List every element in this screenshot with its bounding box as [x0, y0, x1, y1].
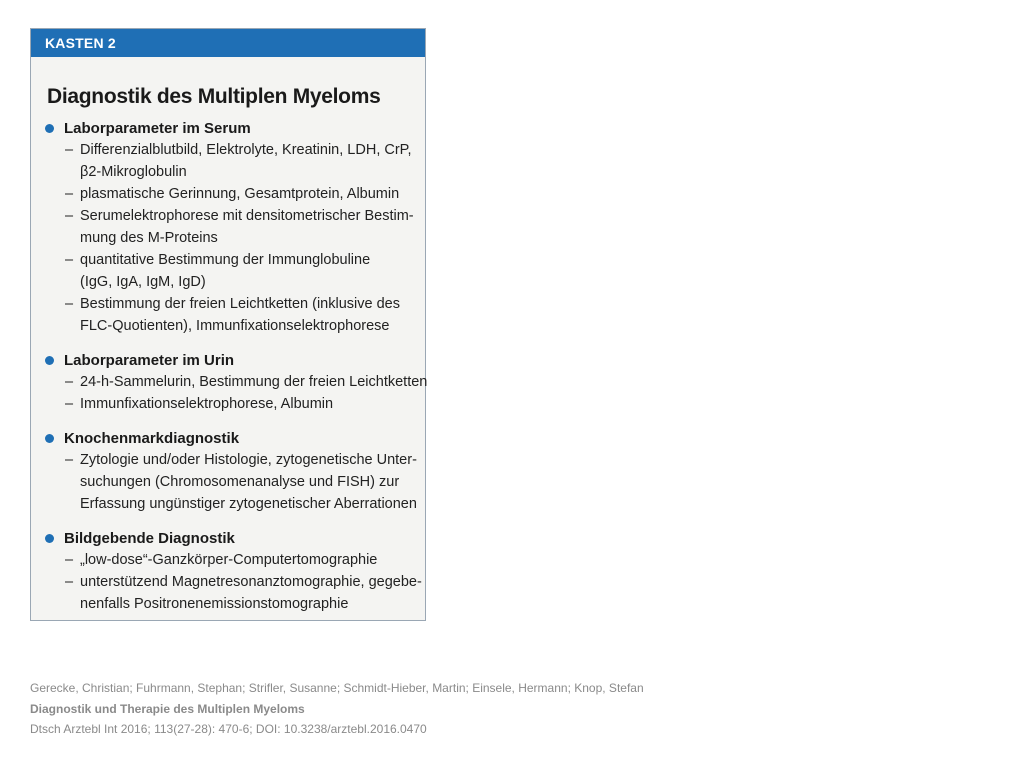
list-item-text — [80, 205, 414, 249]
citation — [30, 678, 644, 740]
dash-icon: – — [65, 208, 74, 224]
bullet-icon — [45, 534, 54, 543]
list-item-line: nenfalls Positronenemissionstomographie — [80, 596, 349, 612]
list-item — [65, 449, 425, 515]
section-heading — [45, 527, 425, 549]
list-item-text — [80, 183, 399, 205]
list-item-line: β2-Mikroglobulin — [80, 164, 187, 180]
citation-authors: Gerecke, Christian; Fuhrmann, Stephan; Strifler, Susanne; Schmidt-Hieber, Martin; Einsele, Hermann; Knop, Stefan — [30, 681, 644, 695]
section-list — [45, 117, 428, 615]
box-header-label: KASTEN 2 — [45, 35, 116, 51]
list-item-line: plasmatische Gerinnung, Gesamtprotein, Albumin — [80, 186, 400, 202]
list-item-line: mung des M-Proteins — [80, 230, 218, 246]
list-item-line: „low-dose“-Ganzkörper-Computertomographie — [80, 552, 378, 568]
bullet-icon — [45, 434, 54, 443]
list-item-text — [80, 549, 377, 571]
info-box — [30, 28, 426, 621]
list-item — [65, 371, 428, 393]
list-item — [65, 139, 425, 183]
section-label: Knochenmarkdiagnostik — [64, 429, 240, 447]
list-item-line: Immunfixationselektrophorese, Albumin — [80, 396, 334, 412]
list-item-line: suchungen (Chromosomenanalyse und FISH) zur — [80, 474, 400, 490]
list-item-line: Erfassung ungünstiger zytogenetischer Aberrationen — [80, 496, 417, 512]
dash-icon: – — [65, 574, 74, 590]
section-heading — [45, 349, 425, 371]
list-item-text — [80, 293, 400, 337]
dash-icon: – — [65, 374, 74, 390]
list-item-text — [80, 139, 412, 183]
dash-icon: – — [65, 296, 74, 312]
box-header — [31, 29, 425, 57]
list-item-line: 24-h-Sammelurin, Bestimmung der freien Leichtketten — [80, 374, 428, 390]
section-label: Laborparameter im Serum — [64, 119, 251, 137]
list-item — [65, 205, 425, 249]
list-item-line: FLC-Quotienten), Immunfixationselektrophorese — [80, 318, 390, 334]
list-item-text — [80, 571, 422, 615]
section-label: Laborparameter im Urin — [64, 351, 235, 369]
bullet-icon — [45, 124, 54, 133]
dash-icon: – — [65, 396, 74, 412]
list-item — [65, 249, 425, 293]
citation-title: Diagnostik und Therapie des Multiplen Myeloms — [30, 701, 305, 716]
list-item-line: unterstützend Magnetresonanztomographie, gegebe- — [80, 574, 422, 590]
list-item — [65, 393, 425, 415]
citation-reference: Dtsch Arztebl Int 2016; 113(27-28): 470-6; DOI: 10.3238/arztebl.2016.0470 — [30, 722, 427, 736]
list-item-text — [80, 449, 417, 515]
section-heading — [45, 117, 425, 139]
dash-icon: – — [65, 186, 74, 202]
section — [45, 117, 425, 337]
list-item-line: Zytologie und/oder Histologie, zytogenetische Unter- — [80, 452, 417, 468]
list-item-text — [80, 371, 427, 393]
section-heading — [45, 427, 425, 449]
bullet-icon — [45, 356, 54, 365]
list-item-line: Bestimmung der freien Leichtketten (inklusive des — [80, 296, 400, 312]
list-item-text — [80, 249, 370, 293]
section-label: Bildgebende Diagnostik — [64, 529, 235, 547]
list-item — [65, 549, 425, 571]
box-title: Diagnostik des Multiplen Myeloms — [47, 85, 381, 108]
list-item-line: Differenzialblutbild, Elektrolyte, Kreatinin, LDH, CrP, — [80, 142, 412, 158]
list-item-line: quantitative Bestimmung der Immunglobuline — [80, 252, 371, 268]
list-item-text — [80, 393, 333, 415]
dash-icon: – — [65, 142, 74, 158]
list-item-line: (IgG, IgA, IgM, IgD) — [80, 274, 206, 290]
list-item-line: Serumelektrophorese mit densitometrischer Bestim- — [80, 208, 414, 224]
section — [45, 349, 428, 415]
list-item — [65, 571, 425, 615]
section — [45, 427, 425, 515]
dash-icon: – — [65, 452, 74, 468]
section — [45, 527, 425, 615]
list-item — [65, 183, 425, 205]
dash-icon: – — [65, 552, 74, 568]
list-item — [65, 293, 425, 337]
dash-icon: – — [65, 252, 74, 268]
